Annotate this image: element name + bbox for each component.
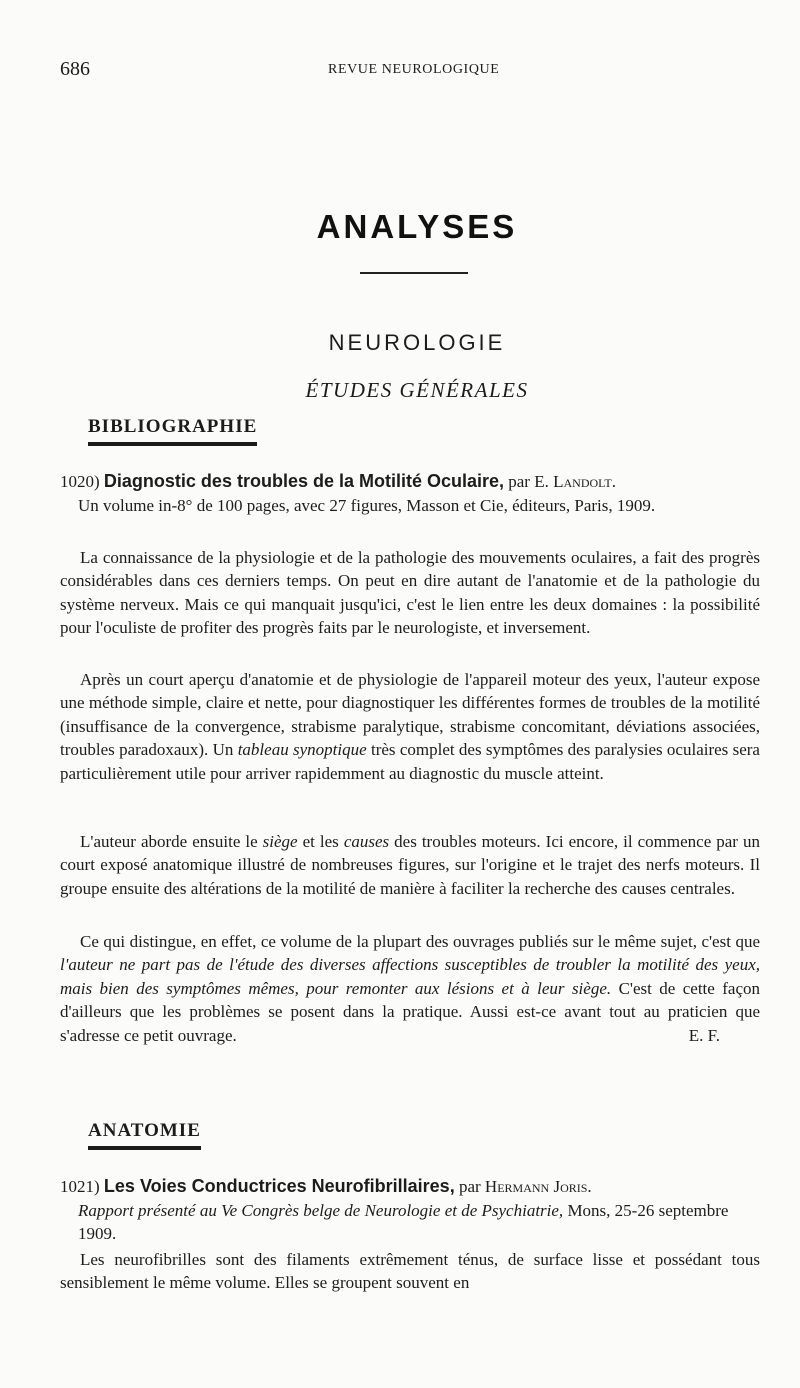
anatomie-heading: ANATOMIE (88, 1120, 201, 1141)
entry-author: Hermann Joris. (484, 1177, 592, 1196)
entry-publication (78, 1199, 768, 1246)
paragraph: Les neurofibrilles sont des filaments extrêmement ténus, de surface lisse et possédant tous sensiblement le même volume. Elles se groupent souvent en (60, 1250, 760, 1293)
bibliographie-heading: BIBLIOGRAPHIE (88, 416, 258, 437)
signature: E. F. (688, 1025, 720, 1045)
paragraph (60, 830, 760, 900)
text-run-italic: tableau synoptique (237, 740, 367, 760)
text-run-italic: l'auteur ne part pas de l'étude des diverses affections susceptibles de troubler la motilité des yeux, mais bien des symptômes mêmes, pour remonter aux lésions et à leur siège. (60, 955, 760, 998)
text-run: Après un court aperçu d'anatomie et de physiologie de l'appareil moteur des yeux, l'auteur expose une méthode simple, claire et nette, pour diagnostiquer les différentes formes de troubles de la motilité (insuffisance de la convergence, strabisme paralytique, strabisme concomitant, déviations associées, troubles paradoxaux). Un (60, 670, 760, 760)
text-run: Ce qui distingue, en effet, ce volume de la plupart des ouvrages publiés sur le même sujet, c'est que (80, 932, 760, 951)
text-run: C'est de cette façon d'ailleurs que les problèmes se posent dans la pratique. Aussi est-ce avant tout au praticien que s'adresse ce petit ouvrage. (60, 978, 760, 1045)
subsection-title: NEUROLOGIE (328, 330, 506, 355)
page-number: 686 (60, 58, 90, 80)
paragraph (60, 930, 760, 1047)
text-run-italic: Rapport présenté au Ve Congrès belge de Neurologie et de Psychiatrie, (78, 1201, 564, 1220)
entry-number: 1020) (60, 472, 100, 491)
text-run: des troubles moteurs. Ici encore, il commence par un court exposé anatomique illustré de nombreuses figures, sur l'origine et le trajet des nerfs moteurs. Il groupe ensuite des altérations de la motilité de manière à faciliter la recherche des causes centrales. (60, 832, 760, 898)
title-rule (360, 272, 468, 274)
entry-by: par E. (504, 472, 554, 491)
text-run: Mons, 25-26 septembre 1909. (78, 1201, 729, 1244)
running-title: REVUE NEUROLOGIQUE (328, 62, 500, 77)
text-run: et les (297, 832, 344, 851)
paragraph (60, 668, 760, 785)
paragraph: La connaissance de la physiologie et de la pathologie des mouvements oculaires, a fait des progrès considérables dans ces derniers temps. On peut en dire autant de l'anatomie et de la pathologie du système nerveux. Mais ce qui manquait jusqu'ici, c'est le lien entre les deux domaines : la possibilité pour l'oculiste de profiter des progrès faits par le neurologiste, et inversement. (60, 548, 760, 638)
entry-1021 (60, 1175, 760, 1198)
text-run: L'auteur aborde ensuite le (80, 832, 263, 851)
entry-title: Diagnostic des troubles de la Motilité Oculaire, (103, 471, 505, 491)
entry-title: Les Voies Conductrices Neurofibrillaires, (103, 1176, 455, 1196)
text-run: très complet des symptômes des paralysies oculaires sera particulièrement utile pour arriver rapidemment au diagnostic du muscle atteint. (60, 740, 760, 783)
entry-author: Landolt. (553, 472, 616, 491)
subtitle: ÉTUDES GÉNÉRALES (305, 378, 529, 402)
entry-number: 1021) (60, 1177, 100, 1196)
entry-by: par (454, 1177, 485, 1196)
section-title: ANALYSES (316, 208, 518, 245)
text-run-italic: causes (343, 832, 390, 851)
entry-publication: Un volume in-8° de 100 pages, avec 27 figures, Masson et Cie, éditeurs, Paris, 1909. (78, 496, 656, 515)
entry-1020 (60, 470, 760, 493)
text-run-italic: siège (262, 832, 298, 851)
